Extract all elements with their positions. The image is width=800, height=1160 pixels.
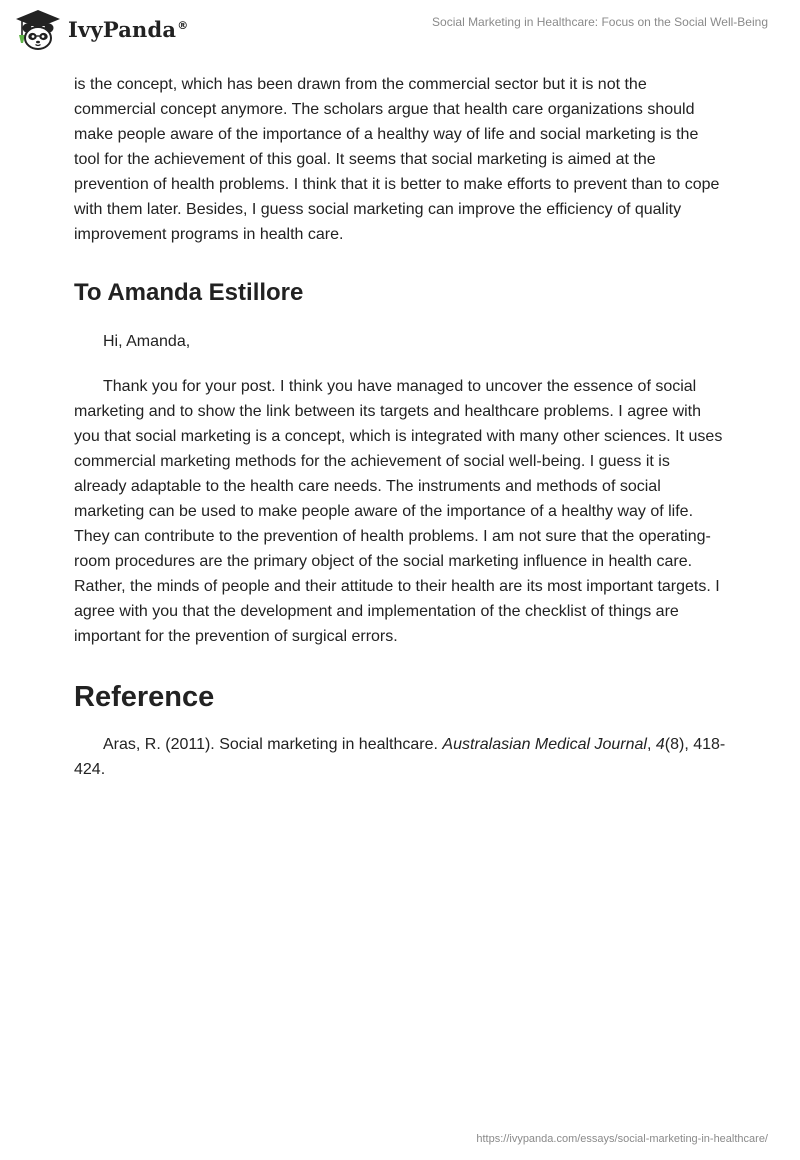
essay-content bbox=[74, 72, 726, 782]
source-url[interactable]: https://ivypanda.com/essays/social-marketing-in-healthcare/ bbox=[476, 1133, 768, 1145]
reference-volume: 4 bbox=[655, 736, 665, 753]
reference-entry bbox=[74, 732, 726, 782]
reference-heading: Reference bbox=[74, 681, 215, 713]
reference-journal: Australasian Medical Journal bbox=[442, 736, 647, 753]
reply-paragraph: Thank you for your post. I think you have managed to uncover the essence of social marketing and to show the link between its targets and healthcare problems. I agree with you that social marketing is a concept, which is integrated with many other sciences. It uses commercial marketing methods for the achievement of social well-being. I guess it is already adaptable to the health care needs. The instruments and methods of social marketing can be used to make people aware of the importance of a healthy way of life. They can contribute to the prevention of health problems. I am not sure that the operating-room procedures are the primary object of the social marketing influence in health care. Rather, the minds of people and their attitude to their health are its most important targets. I agree with you that the development and implementation of the checklist of things are important for the prevention of surgical errors. bbox=[74, 378, 723, 645]
reference-suffix: (8), 418-424. bbox=[74, 736, 726, 778]
ivypanda-logo[interactable] bbox=[14, 8, 188, 52]
intro-paragraph: is the concept, which has been drawn from the commercial sector but it is not the commercial concept anymore. The scholars argue that health care organizations should make people aware of the importance of a healthy way of life and social marketing is the tool for the achievement of this goal. It seems that social marketing is aimed at the prevention of health problems. I think that it is better to make efforts to prevent than to cope with them later. Besides, I guess social marketing can improve the efficiency of quality improvement programs in health care. bbox=[74, 76, 720, 243]
reference-prefix: Aras, R. (2011). Social marketing in healthcare. bbox=[103, 736, 443, 753]
registered-mark: ® bbox=[177, 18, 189, 32]
greeting-paragraph: Hi, Amanda, bbox=[103, 333, 191, 350]
logo-wordmark bbox=[68, 17, 188, 42]
panda-graduate-icon bbox=[14, 8, 62, 52]
reference-comma: , bbox=[646, 736, 656, 753]
logo-text: IvyPanda bbox=[68, 16, 177, 42]
section-heading: To Amanda Estillore bbox=[74, 279, 304, 306]
page-header bbox=[0, 0, 800, 60]
running-title: Social Marketing in Healthcare: Focus on the Social Well-Being bbox=[432, 15, 768, 29]
